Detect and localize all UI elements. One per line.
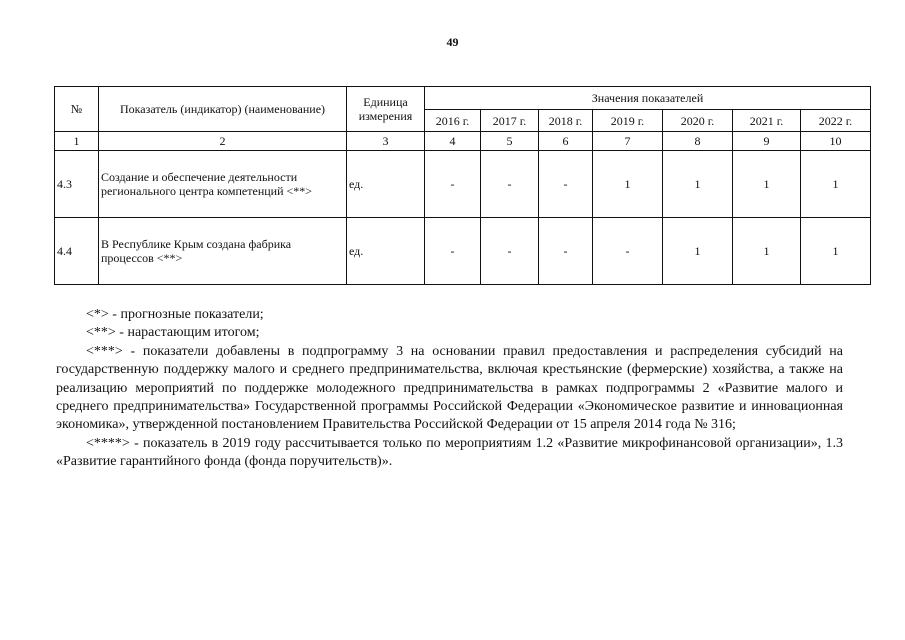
header-values-group: Значения показателей [425,87,871,110]
value-cell: - [481,151,539,218]
header-year: 2016 г. [425,110,481,132]
footnote: <***> - показатели добавлены в подпрограмму 3 на основании правил предоставления и распределения субсидий на государственную поддержку малого и среднего предпринимательства, включая крестьянские (фермерские) хозяйства, а также на реализацию мероприятий по поддержке молодежного предпринимательства в рамках подпрограммы 2 «Развитие малого и среднего предпринимательства» Государственной программы Российской Федерации «Экономическое развитие и инновационная экономика», утвержденной постановлением Правительства Российской Федерации от 15 апреля 2014 года № 316; [56,343,843,433]
header-year: 2022 г. [801,110,871,132]
column-number: 4 [425,132,481,151]
footnote: <**> - нарастающим итогом; [86,325,260,341]
page-number: 49 [446,35,459,49]
column-number: 8 [663,132,733,151]
column-number: 6 [539,132,593,151]
table-row [55,151,871,218]
indicators-table [54,86,871,285]
value-cell: 1 [801,151,871,218]
value-cell: 1 [733,151,801,218]
indicator-name: Создание и обеспечение деятельности регионального центра компетенций <**> [99,151,347,218]
header-no: № [55,87,99,132]
value-cell: 1 [663,218,733,285]
value-cell: - [593,218,663,285]
header-indicator: Показатель (индикатор) (наименование) [99,87,347,132]
value-cell: 1 [663,151,733,218]
footnote: <*> - прогнозные показатели; [86,307,264,322]
header-year: 2017 г. [481,110,539,132]
header-year: 2018 г. [539,110,593,132]
footnote: <****> - показатель в 2019 году рассчитывается только по мероприятиям 1.2 «Развитие микрофинансовой организации», 1.3 «Развитие гарантийного фонда (фонда поручительств)». [56,435,843,470]
value-cell: - [481,218,539,285]
column-number: 7 [593,132,663,151]
unit-cell: ед. [347,151,425,218]
column-number-row [55,132,871,151]
indicator-name: В Республике Крым создана фабрика процессов <**> [99,218,347,285]
column-number: 10 [801,132,871,151]
column-number: 9 [733,132,801,151]
unit-cell: ед. [347,218,425,285]
value-cell: - [539,151,593,218]
value-cell: 1 [733,218,801,285]
header-year: 2020 г. [663,110,733,132]
column-number: 5 [481,132,539,151]
table-row [55,218,871,285]
value-cell: - [425,151,481,218]
header-year: 2019 г. [593,110,663,132]
footnotes [56,306,843,472]
column-number: 1 [55,132,99,151]
column-number: 3 [347,132,425,151]
row-number: 4.4 [55,218,99,285]
row-number: 4.3 [55,151,99,218]
value-cell: 1 [593,151,663,218]
column-number: 2 [99,132,347,151]
value-cell: - [425,218,481,285]
value-cell: 1 [801,218,871,285]
header-unit: Единица измерения [347,87,425,132]
header-year: 2021 г. [733,110,801,132]
value-cell: - [539,218,593,285]
